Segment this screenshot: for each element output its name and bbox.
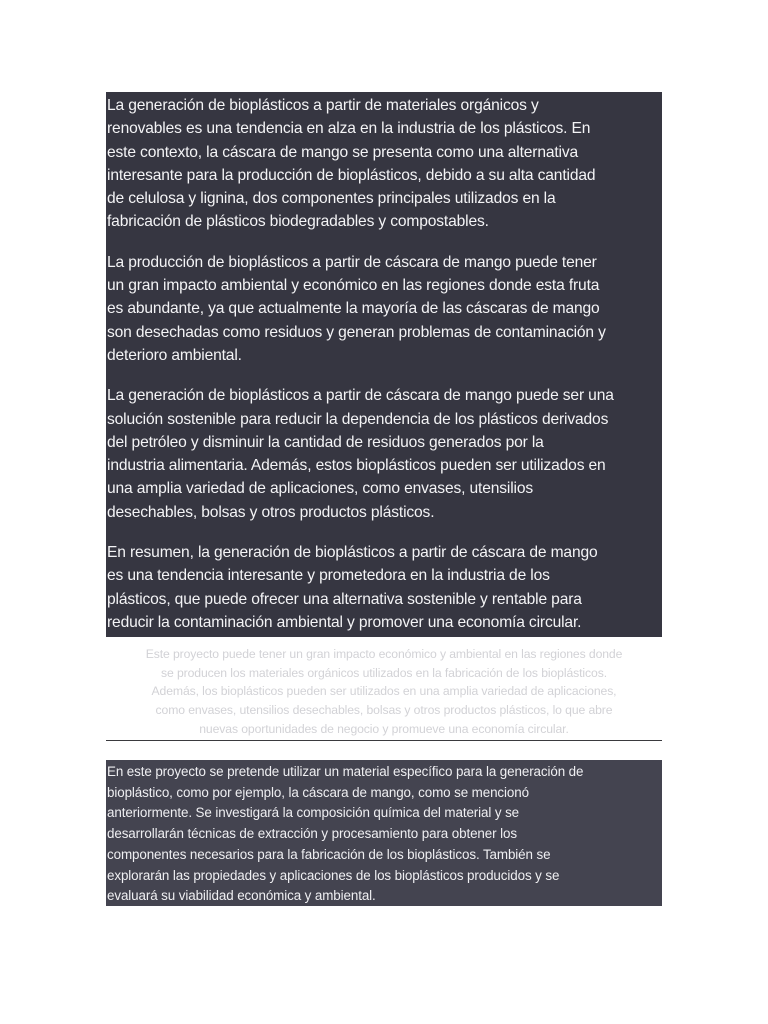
project-line: desarrollarán técnicas de extracción y procesamiento para obtener los [107, 826, 517, 842]
paragraph-line: un gran impacto ambiental y económico en las regiones donde esta fruta [107, 277, 600, 295]
paragraph-line: es abundante, ya que actualmente la mayoría de las cáscaras de mango [107, 300, 600, 318]
faded-line: Además, los bioplásticos pueden ser utilizados en una amplia variedad de aplicaciones, [151, 684, 617, 699]
faded-line: Este proyecto puede tener un gran impacto económico y ambiental en las regiones donde [145, 647, 623, 661]
paragraph-line: deterioro ambiental. [107, 346, 242, 364]
paragraph-line: este contexto, la cáscara de mango se presenta como una alternativa [107, 143, 579, 161]
paragraph-1 [107, 94, 662, 234]
faded-line: como envases, utensilios desechables, bolsas y otros productos plásticos, lo que abre [155, 703, 613, 718]
paragraph-line: interesante para la producción de bioplásticos, debido a su alta cantidad [107, 166, 596, 184]
project-line: evaluará su viabilidad económica y ambiental. [107, 888, 376, 904]
paragraph-line: La generación de bioplásticos a partir de cáscara de mango puede ser una [107, 387, 614, 405]
paragraph-line: desechables, bolsas y otros productos plásticos. [107, 503, 435, 521]
paragraph-line: plásticos, que puede ofrecer una alternativa sostenible y rentable para [107, 590, 582, 608]
paragraph-line: de celulosa y lignina, dos componentes principales utilizados en la [107, 190, 556, 208]
project-line: En este proyecto se pretende utilizar un material específico para la generación de [107, 764, 584, 779]
project-line: explorarán las propiedades y aplicaciones de los bioplásticos producidos y se [107, 867, 560, 883]
main-text-block [106, 92, 662, 637]
paragraph-line: son desechadas como residuos y generan problemas de contaminación y [107, 323, 606, 341]
paragraph-line: renovables es una tendencia en alza en la industria de los plásticos. En [107, 120, 591, 138]
paragraph-line: industria alimentaria. Además, estos bioplásticos pueden ser utilizados en [107, 457, 606, 475]
paragraph-line: fabricación de plásticos biodegradables y compostables. [107, 213, 489, 231]
project-line: anteriormente. Se investigará la composición química del material y se [107, 805, 520, 821]
paragraph-line: es una tendencia interesante y prometedora en la industria de los [107, 567, 550, 585]
paragraph-line: La producción de bioplásticos a partir de cáscara de mango puede tener [107, 253, 597, 271]
paragraph-line: del petróleo y disminuir la cantidad de residuos generados por la [107, 433, 544, 451]
paragraph-2 [107, 251, 662, 367]
paragraph-3 [107, 384, 662, 524]
paragraph-line: solución sostenible para reducir la dependencia de los plásticos derivados [107, 410, 609, 428]
project-line: componentes necesarios para la fabricación de los bioplásticos. También se [107, 846, 551, 862]
faded-line: nuevas oportunidades de negocio y promueve una economía circular. [199, 721, 569, 736]
paragraph-line: En resumen, la generación de bioplásticos a partir de cáscara de mango [107, 544, 598, 562]
faded-line: se producen los materiales orgánicos utilizados en la fabricación de los bioplásticos. [161, 665, 607, 680]
project-line: bioplástico, como por ejemplo, la cáscara de mango, como se mencionó [107, 784, 529, 800]
horizontal-divider [106, 740, 662, 741]
faded-summary-text [106, 645, 662, 738]
project-text-block [106, 760, 662, 906]
paragraph-line: una amplia variedad de aplicaciones, como envases, utensilios [107, 480, 533, 498]
paragraph-line: La generación de bioplásticos a partir de materiales orgánicos y [107, 97, 539, 114]
paragraph-line: reducir la contaminación ambiental y promover una economía circular. [107, 613, 582, 631]
paragraph-4 [107, 541, 662, 634]
